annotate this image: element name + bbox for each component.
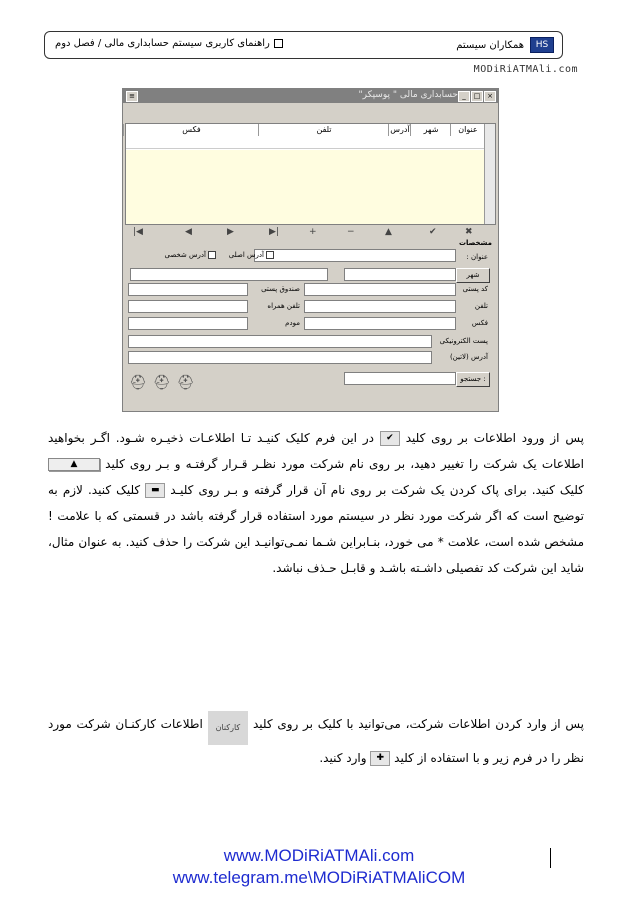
square-bullet-icon: [274, 39, 283, 48]
grid-scrollbar: [484, 124, 495, 224]
col-city: شهر: [410, 124, 451, 136]
close-icon: ×: [484, 91, 496, 102]
app-window-screenshot: [122, 88, 499, 412]
edit-key-icon: ▲: [48, 458, 100, 471]
paragraph-employees: [48, 711, 584, 771]
check-key-icon: ✔: [380, 431, 400, 446]
col-address: آدرس: [388, 124, 411, 136]
employees-button-image: کارکنان: [208, 711, 249, 745]
window-titlebar: [123, 89, 498, 103]
search-label: جستجو :: [456, 372, 490, 387]
search-field: [344, 372, 456, 385]
save-check-icon: ✔: [429, 227, 437, 237]
p1-text-4: کلیک کنید. لازم به توضیح است که اگر شرکت مورد نظر در سیستم مورد استفاده قرار گرفته باشد در قسمتی که با علامت ! مشخص شده است، علامت * می خورد، بنـابراین شـما نمـی‌توانیـد این شرکت را حذف کنید. به عنوان مثال، شاید این شرکت کد تفصیلی داشـته باشـد و قابـل حـذف نباشد.: [48, 483, 584, 575]
cancel-icon: ✖: [465, 227, 473, 237]
phone-field: [304, 300, 456, 313]
add-icon: +: [309, 227, 317, 237]
checkbox-icon: [266, 251, 274, 259]
footer-telegram-link[interactable]: www.telegram.me\MODiRiATMAliCOM: [172, 868, 466, 887]
header-site[interactable]: MODiRiATMAli.com: [473, 64, 578, 75]
maximize-icon: □: [471, 91, 483, 102]
edit-icon: ▲: [385, 227, 392, 237]
grid-row: [126, 136, 485, 149]
breadcrumb: [55, 38, 283, 49]
grid-empty-area: [126, 150, 485, 224]
hat-icon: ⛑: [152, 375, 177, 391]
footer-site-link[interactable]: www.MODiRiATMAli.com: [223, 846, 415, 865]
label-personal-address: [164, 251, 216, 259]
mobile-field: [128, 300, 248, 313]
company-name: همکاران سیستم: [456, 40, 524, 51]
p2-text-2: اطلاعات کارکنـان شرکت مورد نظر را در فرم زیر و با استفاده از کلید: [48, 717, 584, 765]
label-mobile: تلفن همراه: [267, 302, 300, 310]
first-record-icon: |◀: [133, 227, 143, 237]
nav-toolbar: [125, 227, 496, 241]
city-button: شهر: [456, 268, 490, 283]
po-box-field: [128, 283, 248, 296]
latin-address-field: [128, 351, 432, 364]
label-main-address: [229, 251, 274, 259]
col-fax: فکس: [123, 124, 259, 136]
company-block: [456, 37, 554, 53]
bottom-icons: [129, 375, 200, 391]
hat-icon: ⛑: [129, 375, 153, 391]
minimize-icon: _: [458, 91, 470, 102]
email-field: [128, 335, 432, 348]
plus-key-icon: ✚: [370, 751, 390, 766]
label-latin-address: آدرس (لاتین): [449, 353, 488, 361]
col-phone: تلفن: [258, 124, 389, 136]
city-field: [344, 268, 456, 281]
paragraph-save-edit-delete: [48, 425, 584, 581]
label-email: پست الکترونیکی: [439, 337, 488, 345]
label-title: عنوان :: [466, 253, 488, 261]
title-field: [254, 249, 456, 262]
label-phone: تلفن: [474, 302, 488, 310]
breadcrumb-text: راهنمای کاربری سیستم حسابداری مالی / فصل دوم: [55, 38, 270, 49]
delete-icon: −: [347, 227, 355, 237]
col-title: عنوان: [450, 124, 485, 136]
p1-text-3: کلیک کنید. برای پاک کردن یک شرکت بر روی نام آن قرار گرفته و بـر روی کلیـد: [170, 483, 584, 497]
fax-field: [304, 317, 456, 330]
window-title: حسابداری مالی " پوسپکر": [358, 90, 458, 100]
modem-field: [128, 317, 248, 330]
next-record-icon: ▶: [227, 227, 234, 237]
minus-key-icon: ▬: [145, 483, 165, 498]
records-grid: [125, 123, 496, 225]
checkbox-icon: [208, 251, 216, 259]
label-postal-code: کد پستی: [462, 285, 488, 293]
label-fax: فکس: [471, 319, 488, 327]
postal-code-field: [304, 283, 456, 296]
p2-text-1: پس از وارد کردن اطلاعات شرکت، می‌توانید با کلیک بر روی کلید: [252, 717, 584, 731]
label-details: مشخصات: [458, 239, 492, 247]
page-header: [44, 31, 563, 59]
p1-text-2: در این فرم کلیک کنیـد تـا اطلاعـات ذخیـره شـود. اگـر بخواهید اطلاعات یک شرکت را تغییر دهید، بر روی نام شرکت مورد نظـر قـرار گرفتـه و بـر روی کلید: [48, 431, 584, 471]
main-address-text: آدرس اصلی: [228, 251, 264, 259]
label-modem: مودم: [285, 319, 300, 327]
p1-text-1: پس از ورود اطلاعات بر روی کلید: [405, 431, 585, 445]
personal-address-text: آدرس شخصی: [164, 251, 206, 259]
p2-text-3: وارد کنید.: [319, 751, 367, 765]
hat-icon: ⛑: [176, 375, 201, 391]
label-po-box: صندوق پستی: [261, 285, 300, 293]
prev-record-icon: ◀: [185, 227, 192, 237]
system-menu-icon: ≡: [126, 91, 138, 102]
city-name-field: [130, 268, 328, 281]
last-record-icon: ▶|: [269, 227, 279, 237]
details-form: [125, 241, 496, 387]
company-logo: HS: [530, 37, 554, 53]
